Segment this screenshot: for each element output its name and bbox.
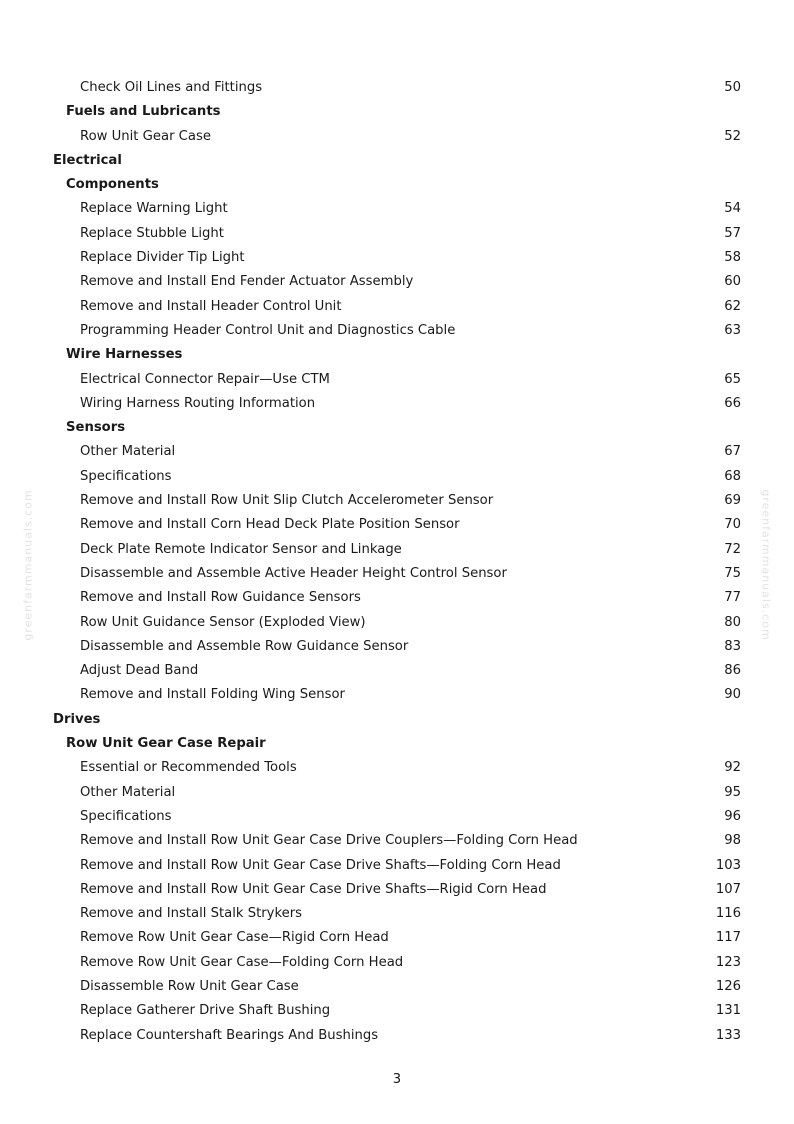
toc-entry[interactable] (0, 76, 794, 100)
toc-subsection-heading (0, 732, 794, 756)
toc-entry[interactable] (0, 246, 794, 270)
toc-entry-page-number: 98 (724, 833, 741, 849)
toc-entry-title: Components (66, 177, 159, 193)
toc-entry-page-number: 107 (715, 881, 741, 897)
toc-entry-title: Remove and Install Stalk Strykers (80, 906, 303, 922)
toc-entry-page-number: 70 (724, 517, 741, 533)
toc-entry-page-number: 62 (724, 298, 741, 314)
toc-entry-title: Remove and Install Folding Wing Sensor (80, 687, 345, 703)
toc-entry-title: Replace Gatherer Drive Shaft Bushing (80, 1003, 331, 1019)
toc-entry-title: Electrical Connector Repair—Use CTM (80, 371, 330, 387)
toc-entry-page-number: 86 (724, 663, 741, 679)
toc-subsection-heading (0, 343, 794, 367)
toc-entry-title: Remove and Install Row Unit Slip Clutch Accelerometer Sensor (80, 493, 494, 509)
toc-entry-title: Replace Warning Light (80, 201, 228, 217)
toc-entry[interactable] (0, 125, 794, 149)
toc-entry-title: Remove Row Unit Gear Case—Rigid Corn Head (80, 930, 389, 946)
toc-entry-page-number: 95 (724, 784, 741, 800)
toc-entry-title: Wire Harnesses (66, 347, 183, 363)
toc-entry-page-number: 67 (724, 444, 741, 460)
toc-entry-title: Row Unit Gear Case (80, 128, 211, 144)
page-number: 3 (392, 1072, 402, 1087)
toc-entry[interactable] (0, 197, 794, 221)
toc-entry-page-number: 123 (715, 954, 741, 970)
toc-entry-page-number: 116 (715, 906, 741, 922)
toc-entry-title: Remove and Install Row Guidance Sensors (80, 590, 361, 606)
toc-entry[interactable] (0, 926, 794, 950)
toc-entry-page-number: 103 (715, 857, 741, 873)
toc-entry[interactable] (0, 392, 794, 416)
toc-subsection-heading (0, 416, 794, 440)
toc-entry[interactable] (0, 368, 794, 392)
toc-entry[interactable] (0, 781, 794, 805)
toc-entry-title: Essential or Recommended Tools (80, 760, 297, 776)
toc-entry[interactable] (0, 1024, 794, 1048)
toc-entry-title: Remove and Install Row Unit Gear Case Drive Shafts—Folding Corn Head (80, 857, 561, 873)
toc-entry-page-number: 60 (724, 274, 741, 290)
toc-entry-title: Programming Header Control Unit and Diagnostics Cable (80, 322, 456, 338)
toc-entry[interactable] (0, 635, 794, 659)
toc-entry[interactable] (0, 683, 794, 707)
toc-entry[interactable] (0, 659, 794, 683)
toc-entry[interactable] (0, 805, 794, 829)
toc-entry-title: Sensors (66, 420, 126, 436)
toc-entry-page-number: 63 (724, 322, 741, 338)
toc-entry-title: Fuels and Lubricants (66, 104, 221, 120)
toc-entry[interactable] (0, 270, 794, 294)
toc-entry[interactable] (0, 489, 794, 513)
toc-entry-title: Remove Row Unit Gear Case—Folding Corn Head (80, 954, 404, 970)
toc-entry[interactable] (0, 902, 794, 926)
toc-entry[interactable] (0, 465, 794, 489)
watermark-left: greenfarmmanuals.com (21, 489, 35, 641)
toc-entry-page-number: 80 (724, 614, 741, 630)
toc-entry-title: Specifications (80, 808, 172, 824)
toc-entry-title: Disassemble and Assemble Active Header Height Control Sensor (80, 565, 507, 581)
toc-entry-title: Check Oil Lines and Fittings (80, 80, 263, 95)
toc-entry-page-number: 66 (724, 395, 741, 411)
toc-entry-page-number: 133 (715, 1027, 741, 1043)
toc-entry-title: Disassemble and Assemble Row Guidance Sensor (80, 638, 409, 654)
toc-entry-title: Replace Divider Tip Light (80, 250, 245, 266)
toc-entry[interactable] (0, 951, 794, 975)
toc-entry-title: Remove and Install Corn Head Deck Plate Position Sensor (80, 517, 460, 533)
toc-entry-page-number: 126 (715, 978, 741, 994)
toc-entry[interactable] (0, 440, 794, 464)
toc-entry-page-number: 75 (724, 565, 741, 581)
toc-entry-page-number: 50 (724, 80, 741, 95)
toc-entry-title: Replace Countershaft Bearings And Bushings (80, 1027, 379, 1043)
toc-entry[interactable] (0, 878, 794, 902)
toc-entry-title: Remove and Install Row Unit Gear Case Drive Shafts—Rigid Corn Head (80, 881, 547, 897)
toc-entry[interactable] (0, 854, 794, 878)
toc-entry[interactable] (0, 562, 794, 586)
table-of-contents (0, 76, 794, 1048)
toc-entry[interactable] (0, 586, 794, 610)
toc-entry[interactable] (0, 295, 794, 319)
toc-entry-page-number: 92 (724, 760, 741, 776)
toc-entry[interactable] (0, 999, 794, 1023)
toc-entry[interactable] (0, 829, 794, 853)
watermark-right: greenfarmmanuals.com (759, 489, 773, 641)
toc-entry-title: Replace Stubble Light (80, 225, 224, 241)
toc-subsection-heading (0, 100, 794, 124)
toc-entry-title: Other Material (80, 444, 176, 460)
toc-entry[interactable] (0, 222, 794, 246)
toc-entry-title: Drives (53, 711, 101, 727)
toc-entry-title: Remove and Install Header Control Unit (80, 298, 342, 314)
toc-entry-page-number: 58 (724, 250, 741, 266)
toc-entry-title: Disassemble Row Unit Gear Case (80, 978, 299, 994)
toc-entry-title: Row Unit Guidance Sensor (Exploded View) (80, 614, 366, 630)
toc-section-heading (0, 708, 794, 732)
toc-entry-page-number: 96 (724, 808, 741, 824)
toc-entry-title: Row Unit Gear Case Repair (66, 736, 266, 752)
toc-entry-page-number: 52 (724, 128, 741, 144)
toc-entry-page-number: 54 (724, 201, 741, 217)
toc-entry[interactable] (0, 319, 794, 343)
toc-entry-page-number: 69 (724, 493, 741, 509)
toc-entry-page-number: 90 (724, 687, 741, 703)
toc-entry-page-number: 83 (724, 638, 741, 654)
toc-entry-title: Adjust Dead Band (80, 663, 199, 679)
toc-entry[interactable] (0, 513, 794, 537)
toc-entry-page-number: 57 (724, 225, 741, 241)
toc-entry-page-number: 131 (715, 1003, 741, 1019)
toc-entry-title: Specifications (80, 468, 172, 484)
toc-entry[interactable] (0, 611, 794, 635)
toc-entry-page-number: 72 (724, 541, 741, 557)
toc-entry-page-number: 68 (724, 468, 741, 484)
toc-entry-title: Remove and Install Row Unit Gear Case Drive Couplers—Folding Corn Head (80, 833, 578, 849)
toc-entry[interactable] (0, 975, 794, 999)
toc-entry-page-number: 117 (715, 930, 741, 946)
toc-entry-title: Deck Plate Remote Indicator Sensor and Linkage (80, 541, 402, 557)
toc-entry[interactable] (0, 538, 794, 562)
toc-entry-page-number: 65 (724, 371, 741, 387)
toc-entry-title: Wiring Harness Routing Information (80, 395, 316, 411)
toc-entry-title: Remove and Install End Fender Actuator Assembly (80, 274, 414, 290)
toc-subsection-heading (0, 173, 794, 197)
toc-section-heading (0, 149, 794, 173)
toc-entry-title: Electrical (53, 152, 122, 168)
toc-entry-page-number: 77 (724, 590, 741, 606)
toc-entry-title: Other Material (80, 784, 176, 800)
toc-entry[interactable] (0, 756, 794, 780)
